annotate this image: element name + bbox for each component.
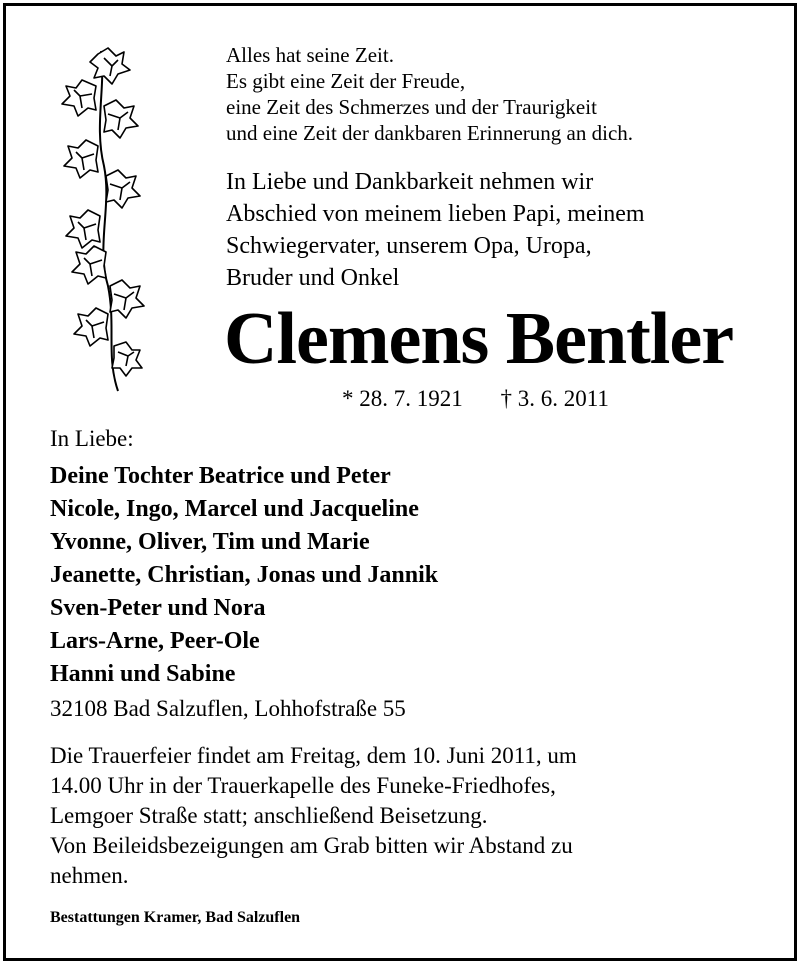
- notice-line: Die Trauerfeier findet am Freitag, dem 10. Juni 2011, um: [50, 743, 577, 768]
- deceased-name: Clemens Bentler: [224, 298, 734, 380]
- poem-line: Alles hat seine Zeit.: [226, 43, 394, 67]
- intro-line: Abschied von meinem lieben Papi, meinem: [226, 201, 645, 227]
- family-line: Yvonne, Oliver, Tim und Marie: [50, 529, 370, 555]
- ivy-vine-icon: [46, 46, 156, 396]
- death-date: † 3. 6. 2011: [500, 386, 609, 411]
- family-line: Lars-Arne, Peer-Ole: [50, 628, 260, 654]
- poem-line: eine Zeit des Schmerzes und der Traurigkeit: [226, 95, 597, 119]
- life-dates: [342, 386, 609, 412]
- funeral-notice: [50, 741, 750, 891]
- notice-line: 14.00 Uhr in der Trauerkapelle des Funeke-Friedhofes,: [50, 773, 556, 798]
- address: 32108 Bad Salzuflen, Lohhofstraße 55: [50, 696, 406, 721]
- poem-line: und eine Zeit der dankbaren Erinnerung an dich.: [226, 121, 634, 145]
- poem-line: Es gibt eine Zeit der Freude,: [226, 69, 466, 93]
- notice-line: nehmen.: [50, 863, 129, 888]
- in-love-label: In Liebe:: [50, 426, 134, 451]
- intro-line: Schwiegervater, unserem Opa, Uropa,: [226, 233, 592, 259]
- intro-text: [226, 166, 645, 294]
- family-line: Sven-Peter und Nora: [50, 595, 266, 621]
- intro-line: In Liebe und Dankbarkeit nehmen wir: [226, 169, 594, 195]
- family-list: [50, 460, 438, 691]
- family-line: Hanni und Sabine: [50, 661, 236, 687]
- poem: [226, 42, 633, 146]
- family-line: Jeanette, Christian, Jonas und Jannik: [50, 562, 439, 588]
- undertaker: Bestattungen Kramer, Bad Salzuflen: [50, 909, 301, 926]
- notice-line: Von Beileidsbezeigungen am Grab bitten wir Abstand zu: [50, 833, 573, 858]
- notice-line: Lemgoer Straße statt; anschließend Beisetzung.: [50, 803, 488, 828]
- obituary-notice: [3, 3, 797, 961]
- family-line: Deine Tochter Beatrice und Peter: [50, 463, 391, 489]
- intro-line: Bruder und Onkel: [226, 265, 400, 291]
- family-line: Nicole, Ingo, Marcel und Jacqueline: [50, 496, 419, 522]
- birth-date: * 28. 7. 1921: [342, 386, 463, 411]
